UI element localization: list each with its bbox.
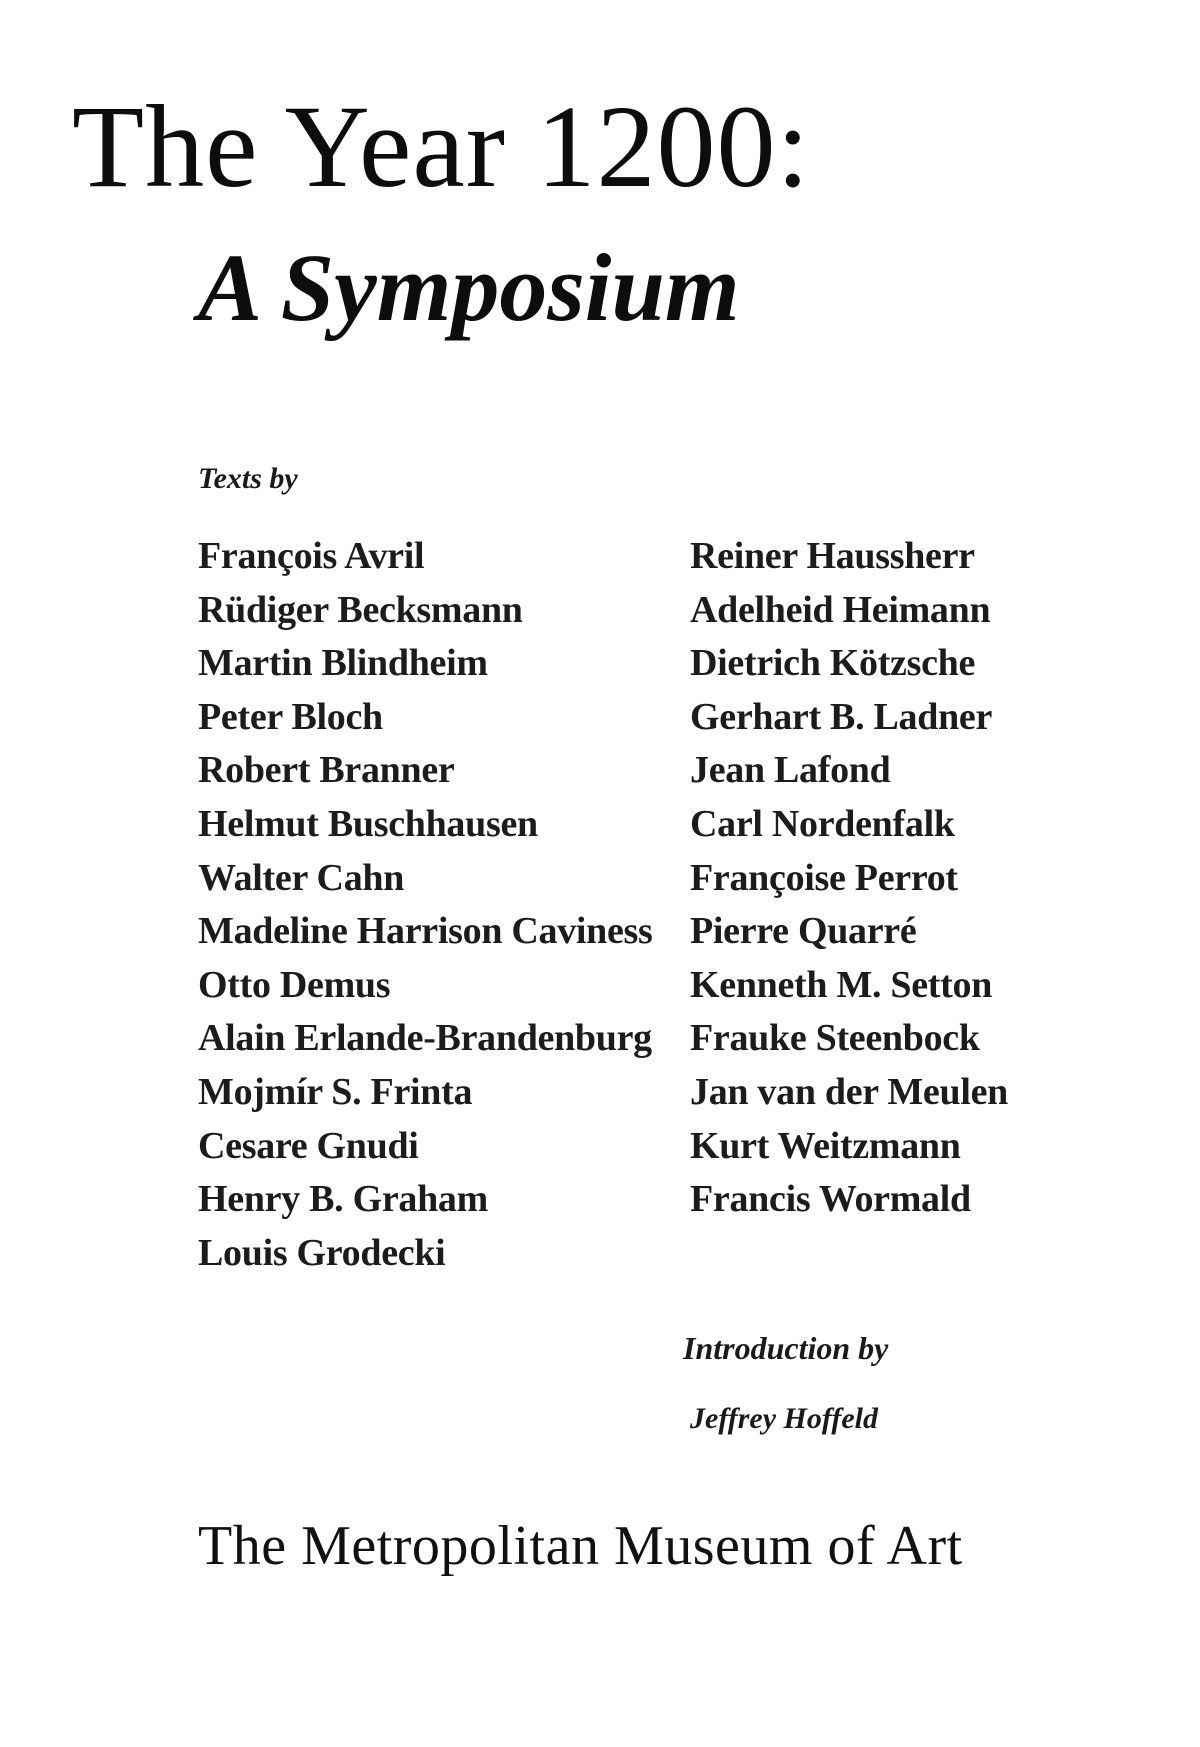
- contributor-name: Jean Lafond: [690, 749, 891, 792]
- contributor-name: Kurt Weitzmann: [690, 1124, 961, 1167]
- introduction-label: Introduction by: [683, 1330, 889, 1366]
- contributor-name: Walter Cahn: [198, 856, 405, 899]
- page-subtitle: A Symposium: [198, 234, 740, 341]
- contributor-name: Frauke Steenbock: [690, 1017, 980, 1060]
- contributor-name: Francis Wormald: [690, 1178, 971, 1221]
- contributor-name: Jan van der Meulen: [690, 1070, 1008, 1113]
- contributor-name: Mojmír S. Frinta: [198, 1070, 473, 1113]
- contributor-name: Carl Nordenfalk: [690, 802, 955, 845]
- contributor-name: Françoise Perrot: [690, 856, 958, 899]
- contributor-name: Martin Blindheim: [198, 642, 488, 685]
- contributor-name: Cesare Gnudi: [198, 1124, 419, 1167]
- contributor-name: Peter Bloch: [198, 695, 383, 738]
- introduction-author: Jeffrey Hoffeld: [690, 1402, 878, 1435]
- publisher-name: The Metropolitan Museum of Art: [198, 1515, 963, 1577]
- contributor-name: Madeline Harrison Caviness: [198, 910, 653, 953]
- contributor-name: Kenneth M. Setton: [690, 963, 993, 1006]
- contributors-label: Texts by: [198, 462, 298, 495]
- contributor-name: Pierre Quarré: [690, 910, 917, 953]
- contributor-name: Helmut Buschhausen: [198, 802, 538, 845]
- contributor-name: Gerhart B. Ladner: [690, 695, 993, 738]
- contributor-name: Louis Grodecki: [198, 1231, 446, 1274]
- contributor-name: Reiner Haussherr: [690, 535, 975, 577]
- page-title: The Year 1200:: [72, 81, 811, 212]
- contributors-right-column: [690, 530, 1008, 1227]
- contributor-name: Dietrich Kötzsche: [690, 642, 976, 685]
- contributor-name: Robert Branner: [198, 749, 455, 792]
- contributor-name: Alain Erlande-Brandenburg: [198, 1017, 652, 1060]
- contributor-name: Adelheid Heimann: [690, 588, 991, 631]
- contributor-name: Otto Demus: [198, 963, 391, 1006]
- contributor-name: Rüdiger Becksmann: [198, 588, 523, 631]
- contributor-name: Henry B. Graham: [198, 1178, 488, 1221]
- contributors-left-column: [198, 530, 653, 1280]
- contributor-name: François Avril: [198, 535, 425, 577]
